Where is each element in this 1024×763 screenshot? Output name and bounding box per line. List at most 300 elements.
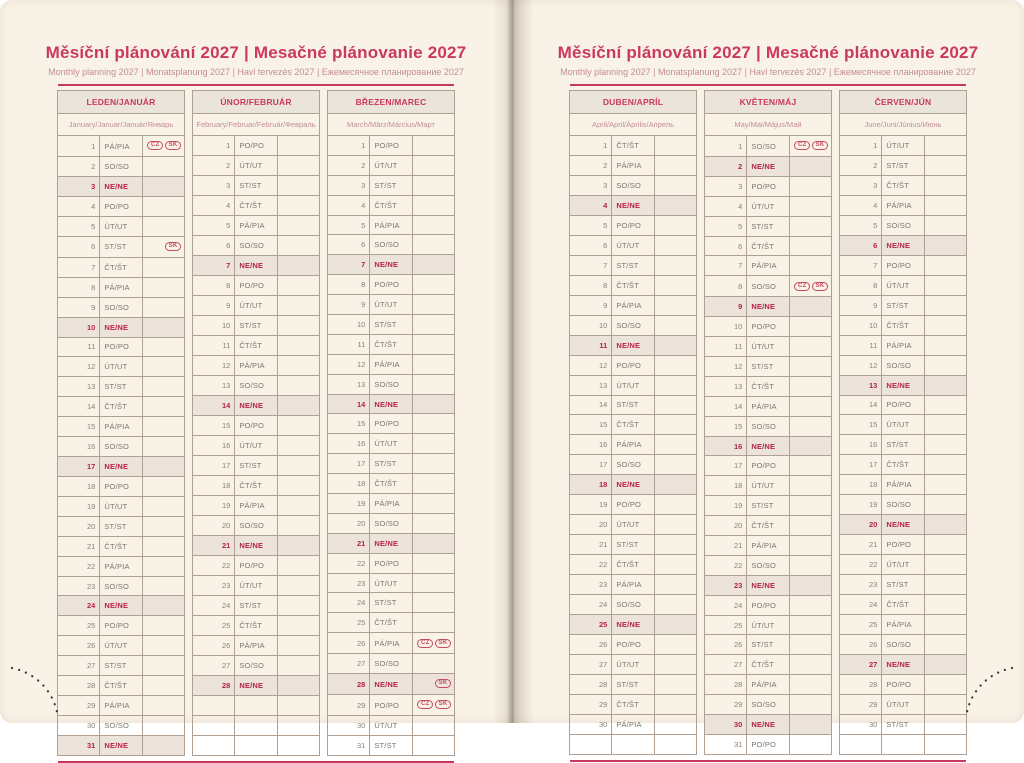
day-number-cell: 28 — [840, 674, 882, 694]
day-name-cell: ST/ST — [882, 575, 924, 595]
day-row — [328, 633, 455, 654]
day-row — [705, 536, 832, 556]
notes-cell — [789, 575, 831, 595]
day-row — [705, 236, 832, 256]
day-row — [705, 256, 832, 276]
day-row — [58, 735, 185, 755]
month-name: LEDEN/JANUÁR — [58, 91, 185, 114]
months-row-right — [512, 90, 1024, 755]
day-number-cell: 28 — [705, 675, 747, 695]
notes-cell — [789, 456, 831, 476]
notes-cell — [412, 695, 454, 716]
day-number-cell: 26 — [705, 635, 747, 655]
notes-cell — [412, 255, 454, 275]
notes-cell — [142, 177, 184, 197]
day-name-cell: ČT/ŠT — [747, 516, 789, 536]
day-name-cell: PÁ/PIA — [370, 494, 412, 514]
notes-cell — [789, 734, 831, 754]
day-number-cell: 3 — [570, 176, 612, 196]
day-name-cell: SO/SO — [747, 555, 789, 575]
day-name-cell: ST/ST — [747, 216, 789, 236]
notes-cell — [142, 337, 184, 357]
day-row — [58, 496, 185, 516]
day-row — [570, 455, 697, 475]
day-row — [328, 175, 455, 195]
day-name-cell: SO/SO — [235, 236, 277, 256]
day-number-cell: 3 — [840, 176, 882, 196]
day-name-cell: ČT/ŠT — [100, 257, 142, 277]
day-name-cell: PO/PO — [235, 136, 277, 156]
day-number-cell: 10 — [705, 317, 747, 337]
top-rule — [58, 84, 454, 86]
notes-cell — [654, 535, 696, 555]
day-name-cell: PÁ/PIA — [612, 156, 654, 176]
day-row — [705, 575, 832, 595]
day-number-cell: 1 — [193, 136, 235, 156]
notes-cell — [789, 297, 831, 317]
notes-cell — [654, 355, 696, 375]
day-name-cell: ÚT/UT — [747, 337, 789, 357]
notes-cell — [142, 656, 184, 676]
day-number-cell: 7 — [840, 255, 882, 275]
notes-cell — [924, 255, 966, 275]
notes-cell — [924, 315, 966, 335]
day-number-cell: 5 — [193, 216, 235, 236]
notes-cell — [277, 435, 319, 455]
notes-cell — [924, 694, 966, 714]
day-row — [58, 337, 185, 357]
day-row — [705, 496, 832, 516]
day-name-cell: SO/SO — [100, 297, 142, 317]
notes-cell — [277, 535, 319, 555]
day-number-cell: 6 — [328, 235, 370, 255]
day-number-cell: 1 — [328, 136, 370, 156]
notes-cell — [277, 575, 319, 595]
month-languages-row — [705, 114, 832, 136]
day-row — [58, 576, 185, 596]
notes-cell — [789, 715, 831, 735]
notes-cell — [412, 513, 454, 533]
day-name-cell: PÁ/PIA — [100, 696, 142, 716]
day-name-cell: PÁ/PIA — [370, 633, 412, 654]
notes-cell — [654, 255, 696, 275]
day-number-cell: 15 — [193, 416, 235, 436]
notes-cell — [789, 357, 831, 377]
day-name-cell: PÁ/PIA — [235, 216, 277, 236]
day-name-cell: NE/NE — [612, 335, 654, 355]
day-number-cell: 19 — [58, 496, 100, 516]
day-number-cell: 4 — [193, 196, 235, 216]
notes-cell — [924, 674, 966, 694]
notes-cell — [142, 536, 184, 556]
day-number-cell: 24 — [193, 595, 235, 615]
notes-cell — [654, 654, 696, 674]
day-row — [193, 176, 320, 196]
notes-cell — [277, 336, 319, 356]
notes-cell — [412, 474, 454, 494]
day-number-cell: 8 — [570, 275, 612, 295]
day-name-cell: SO/SO — [882, 634, 924, 654]
notes-cell — [924, 355, 966, 375]
day-name-cell: ST/ST — [235, 455, 277, 475]
day-number-cell: 13 — [328, 374, 370, 394]
page-right — [512, 0, 1024, 749]
notes-cell — [924, 156, 966, 176]
day-number-cell: 5 — [705, 216, 747, 236]
month-table-2 — [192, 90, 320, 756]
day-number-cell: 29 — [58, 696, 100, 716]
day-number-cell: 21 — [58, 536, 100, 556]
notes-cell — [789, 496, 831, 516]
day-row — [193, 475, 320, 495]
day-row — [570, 615, 697, 635]
day-number-cell: 20 — [705, 516, 747, 536]
day-row — [58, 377, 185, 397]
notes-cell — [924, 275, 966, 295]
day-row — [328, 513, 455, 533]
notes-cell — [654, 195, 696, 215]
notes-cell — [789, 317, 831, 337]
day-number-cell: 18 — [58, 476, 100, 496]
day-row — [570, 495, 697, 515]
holiday-badge-sk: SK — [435, 679, 451, 688]
notes-cell — [789, 236, 831, 256]
day-name-cell: NE/NE — [612, 475, 654, 495]
day-row — [705, 276, 832, 297]
holiday-badge-cz: CZ — [147, 141, 163, 150]
day-name-cell: SO/SO — [882, 355, 924, 375]
day-name-cell: NE/NE — [747, 157, 789, 177]
day-row — [58, 297, 185, 317]
notes-cell — [654, 395, 696, 415]
day-name-cell: ST/ST — [882, 156, 924, 176]
day-name-cell: SO/SO — [100, 716, 142, 736]
day-row — [570, 395, 697, 415]
page-left — [0, 0, 512, 750]
month-languages-row — [58, 114, 185, 136]
day-number-cell: 1 — [570, 136, 612, 156]
notes-cell — [924, 535, 966, 555]
day-name-cell: ČT/ŠT — [612, 136, 654, 156]
day-number-cell: 25 — [193, 615, 235, 635]
month-languages-row — [570, 114, 697, 136]
day-name-cell: NE/NE — [100, 735, 142, 755]
notes-cell — [142, 257, 184, 277]
day-number-cell: 23 — [570, 575, 612, 595]
day-number-cell: 26 — [58, 636, 100, 656]
day-name-cell: NE/NE — [100, 177, 142, 197]
notes-cell — [412, 573, 454, 593]
day-name-cell: SO/SO — [235, 376, 277, 396]
day-row — [328, 695, 455, 716]
month-languages-row — [193, 114, 320, 136]
day-name-cell: ÚT/UT — [370, 434, 412, 454]
day-name-cell: PO/PO — [747, 317, 789, 337]
day-name-cell: PÁ/PIA — [100, 136, 142, 157]
day-name-cell: PO/PO — [235, 416, 277, 436]
day-row — [328, 613, 455, 633]
notes-cell — [142, 716, 184, 736]
day-row — [705, 436, 832, 456]
notes-cell — [412, 275, 454, 295]
day-row — [328, 155, 455, 175]
day-name-cell: ST/ST — [100, 377, 142, 397]
day-row — [193, 495, 320, 515]
day-row — [705, 297, 832, 317]
day-name-cell: ÚT/UT — [235, 156, 277, 176]
day-row — [193, 515, 320, 535]
day-number-cell: 17 — [705, 456, 747, 476]
day-row — [705, 615, 832, 635]
day-row — [840, 215, 967, 235]
day-name-cell: ÚT/UT — [882, 555, 924, 575]
day-row — [840, 495, 967, 515]
day-row — [193, 615, 320, 635]
day-row — [705, 675, 832, 695]
notes-cell — [412, 613, 454, 633]
day-number-cell: 13 — [58, 377, 100, 397]
day-number-cell: 24 — [840, 595, 882, 615]
day-number-cell: 4 — [58, 196, 100, 216]
day-row — [328, 354, 455, 374]
day-row — [58, 317, 185, 337]
notes-cell — [654, 515, 696, 535]
day-name-cell: PO/PO — [747, 734, 789, 754]
empty-number-cell — [840, 734, 882, 754]
day-row — [328, 136, 455, 156]
day-number-cell: 14 — [705, 396, 747, 416]
day-row — [705, 595, 832, 615]
notes-cell — [277, 136, 319, 156]
month-languages: May/Mai/Május/Май — [705, 114, 832, 136]
day-name-cell: PO/PO — [882, 395, 924, 415]
day-row — [840, 275, 967, 295]
notes-cell — [277, 595, 319, 615]
notes-cell — [789, 675, 831, 695]
day-number-cell: 9 — [705, 297, 747, 317]
day-number-cell: 24 — [58, 596, 100, 616]
day-number-cell: 11 — [570, 335, 612, 355]
day-name-cell: NE/NE — [612, 615, 654, 635]
day-row — [193, 216, 320, 236]
notes-cell — [142, 297, 184, 317]
day-number-cell: 18 — [840, 475, 882, 495]
notes-cell — [412, 736, 454, 756]
day-name-cell: NE/NE — [235, 535, 277, 555]
day-row — [193, 416, 320, 436]
day-name-cell: SO/SO — [370, 374, 412, 394]
day-name-cell: ÚT/UT — [882, 275, 924, 295]
day-number-cell: 16 — [705, 436, 747, 456]
notes-cell — [277, 276, 319, 296]
day-name-cell: ČT/ŠT — [612, 415, 654, 435]
notes-cell — [277, 396, 319, 416]
day-row — [705, 136, 832, 157]
day-row — [58, 437, 185, 457]
day-name-cell: PÁ/PIA — [235, 495, 277, 515]
month-table-6 — [839, 90, 967, 755]
month-languages: January/Januar/Január/Январь — [58, 114, 185, 136]
notes-cell — [412, 374, 454, 394]
month-name: ÚNOR/FEBRUÁR — [193, 91, 320, 114]
day-row — [193, 196, 320, 216]
day-row — [570, 195, 697, 215]
notes-cell — [142, 516, 184, 536]
holiday-badge-sk: SK — [165, 242, 181, 251]
notes-cell — [142, 696, 184, 716]
day-name-cell: ST/ST — [612, 535, 654, 555]
day-row — [570, 415, 697, 435]
notes-cell — [412, 155, 454, 175]
day-name-cell: ST/ST — [612, 674, 654, 694]
day-name-cell: PO/PO — [100, 196, 142, 216]
day-name-cell: ST/ST — [235, 316, 277, 336]
day-name-cell: SO/SO — [747, 276, 789, 297]
day-number-cell: 25 — [58, 616, 100, 636]
day-name-cell: ČT/ŠT — [882, 595, 924, 615]
month-table-5 — [704, 90, 832, 755]
notes-cell — [277, 655, 319, 675]
day-row — [570, 634, 697, 654]
notes-cell — [277, 196, 319, 216]
page-subtitle: Monthly planning 2027 | Monatsplanung 2027 | Havi tervezés 2027 | Ежемесячное планирование 2027 — [560, 67, 976, 77]
day-name-cell: ÚT/UT — [882, 694, 924, 714]
day-number-cell: 10 — [193, 316, 235, 336]
notes-cell — [924, 295, 966, 315]
day-row — [840, 535, 967, 555]
notes-cell — [277, 156, 319, 176]
day-name-cell: ST/ST — [612, 395, 654, 415]
day-row — [193, 396, 320, 416]
months-row-left — [0, 90, 512, 756]
day-number-cell: 22 — [570, 555, 612, 575]
day-number-cell: 9 — [328, 295, 370, 315]
day-row — [570, 535, 697, 555]
notes-cell — [789, 376, 831, 396]
day-name-cell: ST/ST — [100, 516, 142, 536]
day-number-cell: 5 — [570, 215, 612, 235]
day-number-cell: 30 — [840, 714, 882, 734]
notes-cell — [654, 714, 696, 734]
day-row — [58, 457, 185, 477]
day-name-cell: PO/PO — [612, 215, 654, 235]
day-number-cell: 13 — [193, 376, 235, 396]
day-row — [570, 355, 697, 375]
day-number-cell: 31 — [58, 735, 100, 755]
day-row — [193, 156, 320, 176]
day-number-cell: 3 — [193, 176, 235, 196]
notes-cell — [924, 634, 966, 654]
day-name-cell: ÚT/UT — [882, 136, 924, 156]
notes-cell — [142, 216, 184, 236]
day-number-cell: 4 — [840, 195, 882, 215]
day-row — [840, 654, 967, 674]
day-number-cell: 15 — [570, 415, 612, 435]
month-languages: February/Februar/Február/Февраль — [193, 114, 320, 136]
notes-cell — [654, 136, 696, 156]
day-row — [705, 357, 832, 377]
day-name-cell: SO/SO — [747, 136, 789, 157]
day-row — [570, 275, 697, 295]
day-row — [570, 475, 697, 495]
day-row — [570, 255, 697, 275]
notes-cell — [924, 595, 966, 615]
notes-cell — [654, 455, 696, 475]
day-row — [193, 256, 320, 276]
day-name-cell: ST/ST — [882, 435, 924, 455]
day-row — [570, 335, 697, 355]
notes-cell — [277, 416, 319, 436]
day-name-cell: SO/SO — [882, 215, 924, 235]
day-row — [58, 216, 185, 236]
day-row — [570, 235, 697, 255]
notes-cell — [142, 437, 184, 457]
day-row — [840, 295, 967, 315]
empty-row — [570, 734, 697, 754]
holiday-badge-cz: CZ — [794, 282, 810, 291]
day-name-cell: SO/SO — [882, 495, 924, 515]
notes-cell — [654, 435, 696, 455]
notes-cell — [789, 256, 831, 276]
day-row — [193, 236, 320, 256]
day-row — [328, 374, 455, 394]
day-number-cell: 11 — [328, 334, 370, 354]
holiday-badge-sk: SK — [812, 141, 828, 150]
day-number-cell: 26 — [328, 633, 370, 654]
notes-cell — [142, 317, 184, 337]
day-number-cell: 23 — [705, 575, 747, 595]
notes-cell — [924, 335, 966, 355]
day-number-cell: 12 — [705, 357, 747, 377]
day-name-cell: PÁ/PIA — [882, 475, 924, 495]
day-name-cell: PO/PO — [370, 136, 412, 156]
day-number-cell: 7 — [705, 256, 747, 276]
month-table-1 — [57, 90, 185, 756]
day-name-cell: SO/SO — [747, 695, 789, 715]
day-number-cell: 18 — [570, 475, 612, 495]
day-row — [328, 215, 455, 235]
day-name-cell: ST/ST — [370, 175, 412, 195]
day-name-cell: PÁ/PIA — [747, 536, 789, 556]
notes-cell — [142, 196, 184, 216]
notes-cell — [654, 176, 696, 196]
day-name-cell: ČT/ŠT — [100, 536, 142, 556]
day-row — [840, 415, 967, 435]
notes-cell — [142, 397, 184, 417]
day-name-cell: PO/PO — [747, 595, 789, 615]
day-name-cell: ÚT/UT — [100, 216, 142, 236]
day-number-cell: 10 — [328, 315, 370, 335]
notes-cell — [277, 256, 319, 276]
day-number-cell: 16 — [328, 434, 370, 454]
day-number-cell: 10 — [840, 315, 882, 335]
day-row — [328, 654, 455, 674]
day-row — [705, 715, 832, 735]
day-row — [840, 195, 967, 215]
day-row — [58, 357, 185, 377]
day-number-cell: 23 — [58, 576, 100, 596]
day-name-cell: PÁ/PIA — [100, 277, 142, 297]
day-name-cell: NE/NE — [882, 654, 924, 674]
day-number-cell: 8 — [705, 276, 747, 297]
day-name-cell: NE/NE — [370, 394, 412, 414]
notes-cell — [654, 275, 696, 295]
day-row — [328, 533, 455, 553]
day-number-cell: 24 — [570, 595, 612, 615]
notes-cell — [924, 575, 966, 595]
day-name-cell: ST/ST — [612, 255, 654, 275]
empty-notes-cell — [277, 735, 319, 755]
